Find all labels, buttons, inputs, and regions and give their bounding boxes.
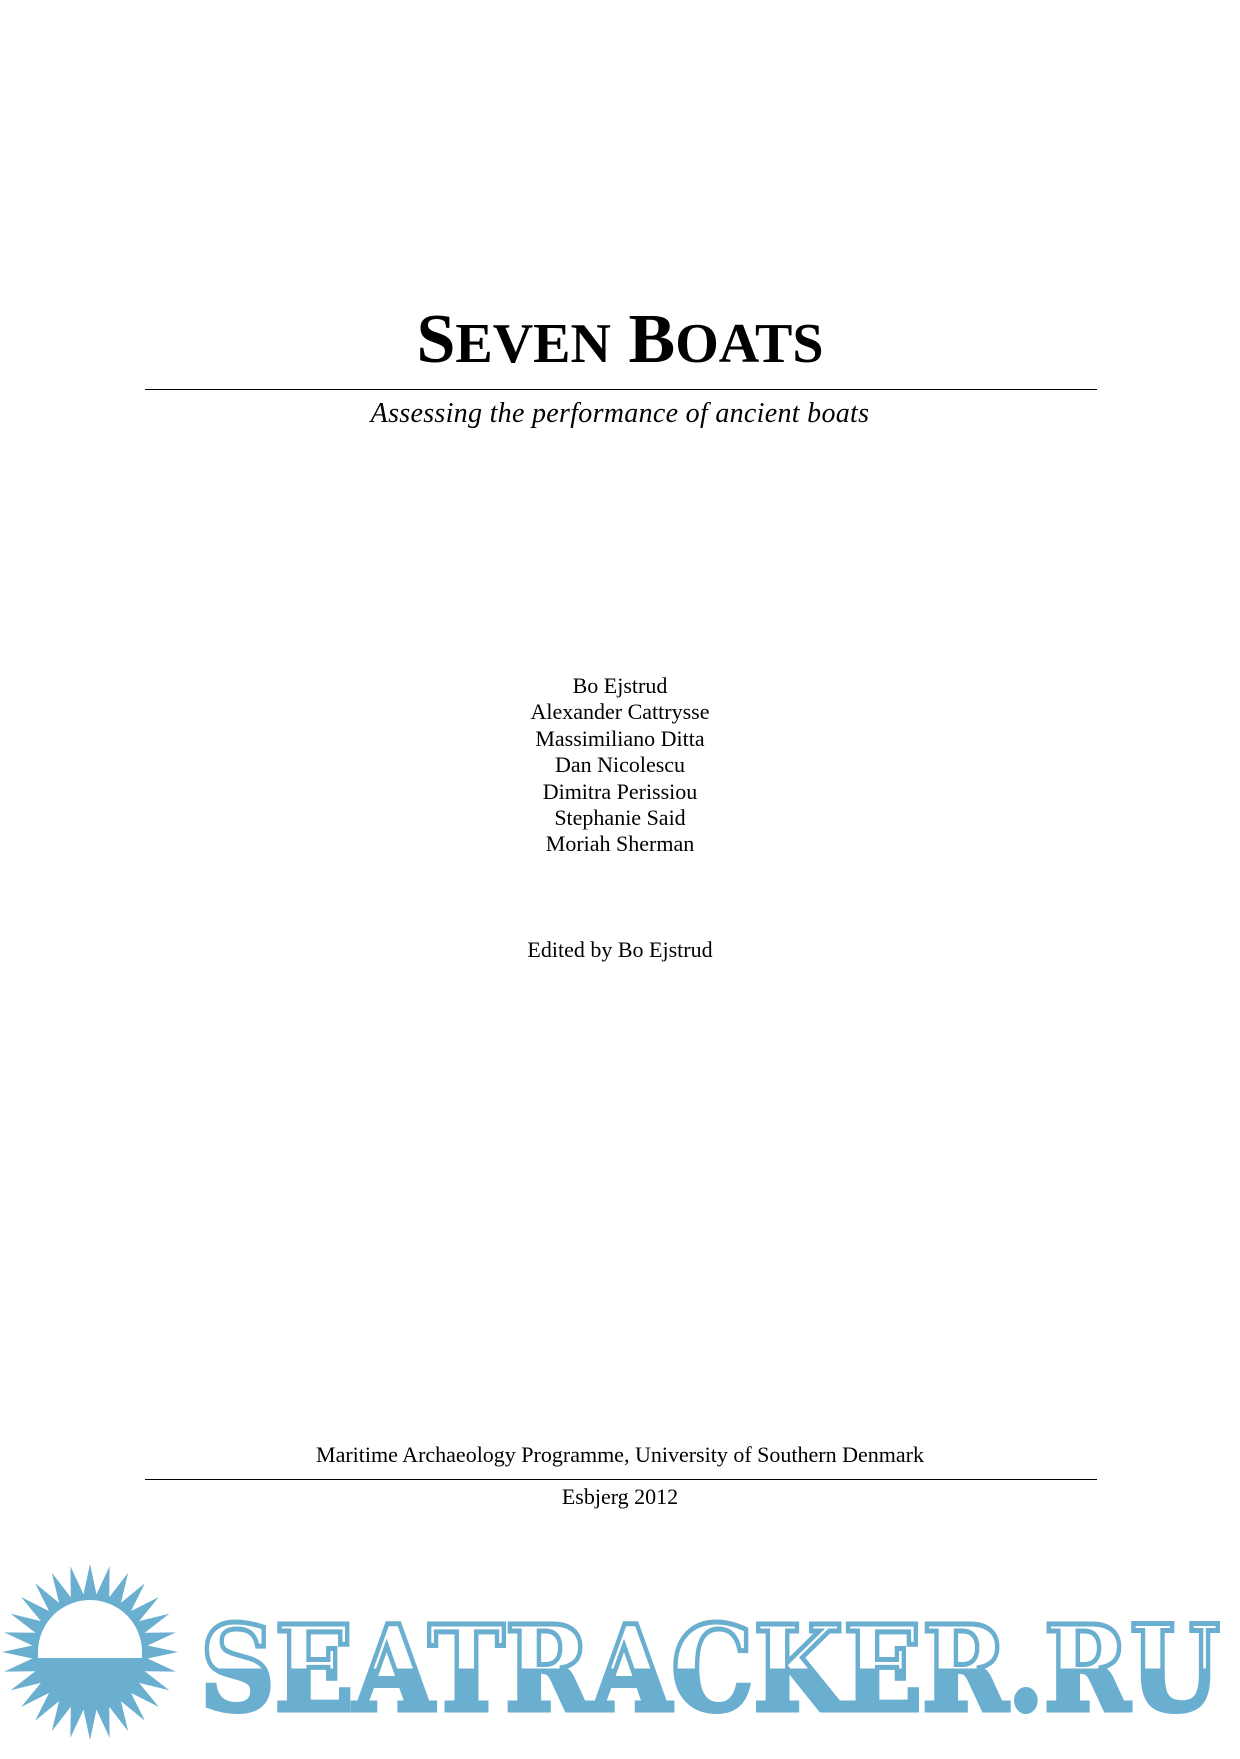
publisher-rule bbox=[145, 1479, 1097, 1480]
place-year-line: Esbjerg 2012 bbox=[561, 1484, 679, 1509]
author-name: Moriah Sherman bbox=[545, 831, 695, 857]
watermark-logo bbox=[0, 1560, 1240, 1754]
sun-icon bbox=[2, 1564, 178, 1740]
document-subtitle: Assessing the performance of ancient boats bbox=[370, 398, 870, 429]
author-list bbox=[0, 673, 1240, 858]
watermark-text: SEATRACKER.RU bbox=[200, 1599, 1220, 1738]
title-rule bbox=[145, 389, 1097, 390]
title-word-2: BOATS bbox=[628, 301, 824, 378]
author-name: Stephanie Said bbox=[554, 805, 686, 831]
author-name: Massimiliano Ditta bbox=[535, 725, 705, 751]
author-name: Dimitra Perissiou bbox=[542, 778, 698, 804]
document-title bbox=[0, 300, 1240, 384]
publisher-line: Maritime Archaeology Programme, University of Southern Denmark bbox=[316, 1442, 924, 1467]
author-name: Alexander Cattrysse bbox=[530, 699, 710, 725]
title-word-1: SEVEN bbox=[416, 301, 611, 378]
editor-line: Edited by Bo Ejstrud bbox=[527, 937, 713, 962]
author-name: Bo Ejstrud bbox=[572, 673, 668, 698]
watermark-svg bbox=[0, 1560, 1240, 1754]
author-name: Dan Nicolescu bbox=[554, 752, 686, 778]
